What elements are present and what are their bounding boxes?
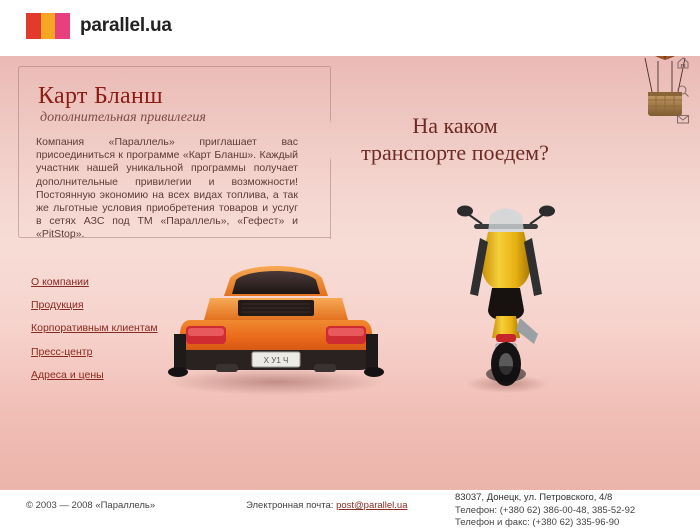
main-navigation (31, 276, 161, 392)
nav-item-about[interactable]: О компании (31, 276, 89, 288)
mail-icon[interactable] (676, 112, 690, 126)
email-block (246, 500, 408, 511)
email-link[interactable]: post@parallel.ua (336, 500, 408, 511)
home-icon[interactable] (676, 56, 690, 70)
svg-text:X У1 Ч: X У1 Ч (263, 356, 289, 365)
nav-item-products[interactable]: Продукция (31, 299, 84, 311)
hero-question: На каком транспорте поедем? (361, 113, 549, 165)
logo-text: parallel.ua (80, 15, 172, 36)
right-icon-strip (672, 56, 694, 126)
promo-title: Карт Бланш (38, 83, 163, 109)
sports-car-image (152, 238, 400, 398)
site-footer (0, 490, 700, 532)
motorcycle-image (452, 198, 562, 398)
nav-item-addresses-prices[interactable]: Адреса и цены (31, 368, 104, 381)
contact-address: 83037, Донецк, ул. Петровского, 4/8 (455, 492, 613, 503)
promo-subtitle: дополнительная привилегия (40, 110, 206, 125)
logo-mark-icon (26, 13, 70, 39)
site-header (0, 0, 700, 56)
nav-item-press-center[interactable]: Пресс-центр (31, 345, 93, 358)
promo-body-text: Компания «Параллель» приглашает вас присоединиться к программе «Карт Бланш». Каждый участник нашей уникальной программы получает дополнительные привилегии и возможности! Постоянную экономию на всех видах топлива, а так же льготные условия приобретения товаров и услуг в сетях АЗС под ТМ «Параллель», «Гефест» и «PitStop». (36, 136, 298, 241)
email-label: Электронная почта: (246, 500, 334, 511)
nav-item-corporate-clients[interactable]: Корпоративным клиентам (31, 322, 158, 334)
contact-phone: Телефон: (+380 62) 386-00-48, 385-52-92 (455, 504, 636, 516)
search-icon[interactable] (676, 84, 690, 98)
contact-fax: Телефон и факс: (+380 62) 335-96-90 (455, 517, 620, 528)
copyright-text: © 2003 — 2008 «Параллель» (26, 500, 156, 511)
contacts-block (455, 492, 635, 530)
site-logo[interactable] (26, 13, 172, 39)
